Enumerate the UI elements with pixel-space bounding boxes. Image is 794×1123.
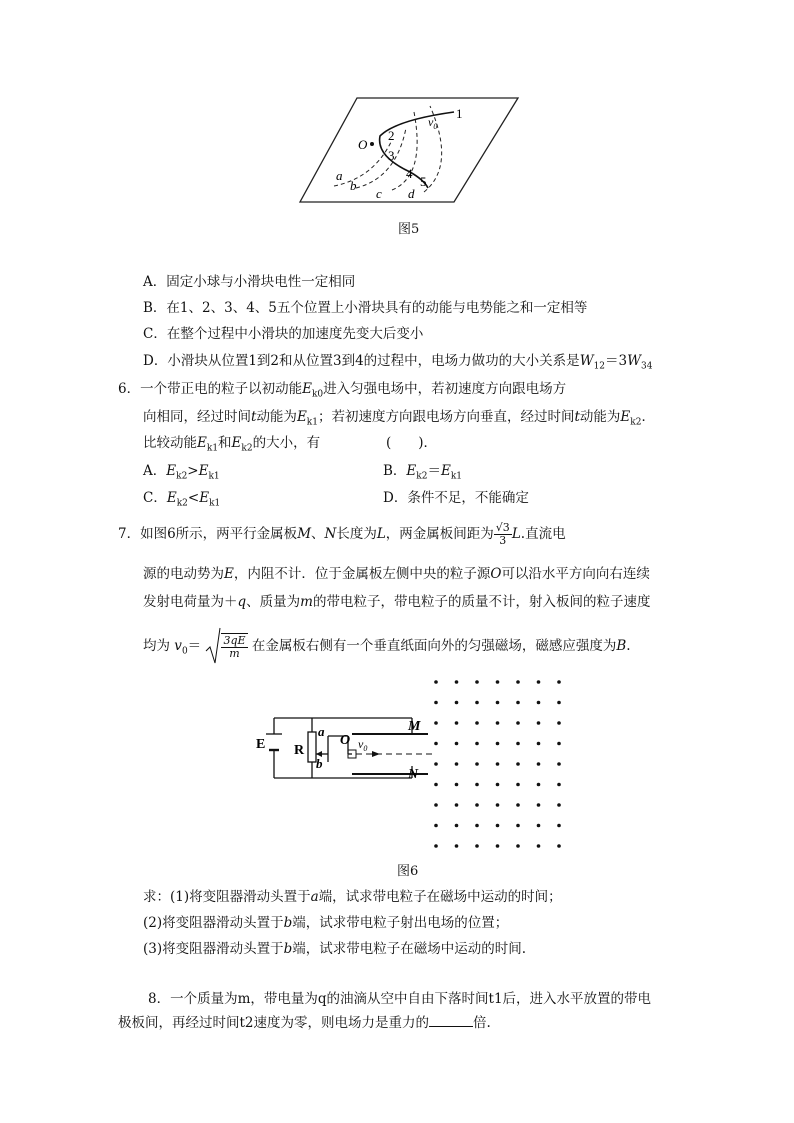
field-dot [557, 844, 561, 848]
label-O: O [340, 733, 351, 748]
q7-ask-3: (3)将变阻器滑动头置于b端，试求带电粒子在磁场中运动的时间. [143, 941, 527, 957]
label-R: R [294, 743, 305, 758]
magnetic-field-dots [434, 680, 561, 848]
label-3: 3 [388, 148, 395, 163]
field-dot [455, 824, 459, 828]
q7-ask-2: (2)将变阻器滑动头置于b端，试求带电粒子射出电场的位置； [143, 915, 509, 931]
q5-option-a: A．固定小球与小滑块电性一定相同 [143, 274, 356, 290]
label-2: 2 [388, 128, 395, 143]
field-dot [434, 762, 438, 766]
label-5: 5 [420, 174, 427, 189]
label-b: b [350, 178, 357, 193]
field-dot [537, 762, 541, 766]
label-1: 1 [456, 106, 463, 121]
answer-blank[interactable] [429, 1014, 473, 1027]
sqrt-symbol-icon [205, 627, 221, 667]
field-dot [496, 783, 500, 787]
field-dot [516, 783, 520, 787]
q7-line-1: 7．如图6所示，两平行金属板M、N长度为L，两金属板间距为 $\frac{√3}{3}$ L.直流电 [118, 521, 566, 547]
label-c: c [376, 186, 382, 201]
sqrt-formula: $\frac{3qE}{m}$ [205, 633, 247, 660]
label-d: d [408, 186, 415, 201]
q8-line-2: 极板间，再经过时间t2速度为零，则电场力是重力的 倍. [118, 1015, 491, 1031]
q7-line-4: 均为 $v_0=$ $\frac{3qE}{m}$ 在金属板右侧有一个垂直纸面向外的匀强磁场，磁感应强度为B. [143, 633, 631, 661]
field-dot [516, 762, 520, 766]
field-dot [475, 742, 479, 746]
field-dot [496, 762, 500, 766]
field-dot [537, 844, 541, 848]
field-dot [455, 701, 459, 705]
field-dot [516, 824, 520, 828]
field-dot [496, 803, 500, 807]
q5-option-d: D．小滑块从位置1到2和从位置3到4的过程中，电场力做功的大小关系是$W_{12}=3W_{34}$ [143, 353, 653, 372]
q6-option-b: B．$E_{k2}=E_{k1}$ [383, 463, 463, 482]
q5-option-c: C．在整个过程中小滑块的加速度先变大后变小 [143, 326, 424, 342]
field-dot [537, 824, 541, 828]
field-dot [455, 762, 459, 766]
label-N: N [408, 767, 419, 782]
arc-c [392, 112, 417, 190]
field-dot [557, 680, 561, 684]
field-dot [496, 721, 500, 725]
field-dot [557, 824, 561, 828]
q6-option-c: C．$E_{k2}<E_{k1}$ [143, 490, 221, 509]
figure-5 [296, 94, 522, 206]
label-O: O [358, 137, 368, 152]
fraction-sqrt3-over-3: $\frac{√3}{3}$ [495, 521, 510, 547]
field-dot [475, 762, 479, 766]
field-dot [496, 742, 500, 746]
label-b: b [316, 756, 323, 771]
field-dot [496, 680, 500, 684]
field-dot [434, 701, 438, 705]
field-dot [557, 701, 561, 705]
figure-6-caption: 图6 [397, 864, 419, 879]
field-dot [475, 803, 479, 807]
field-dot [475, 680, 479, 684]
q6-line-2: 向相同，经过时间t动能为$E_{k1}$；若初速度方向跟电场方向垂直，经过时间t动能为$E_{k2}$． [143, 409, 655, 428]
q5-option-b: B．在1、2、3、4、5五个位置上小滑块具有的动能与电势能之和一定相等 [143, 300, 588, 316]
q7-line-2: 源的电动势为E，内阻不计．位于金属板左侧中央的粒子源O可以沿水平方向向右连续 [143, 566, 650, 582]
figure-5-caption: 图5 [398, 222, 420, 237]
field-dot [475, 844, 479, 848]
field-dot [516, 803, 520, 807]
field-dot [434, 783, 438, 787]
field-dot [496, 824, 500, 828]
label-a: a [336, 168, 343, 183]
q6-option-a: A．$E_{k2}>E_{k1}$ [143, 463, 220, 482]
field-dot [455, 680, 459, 684]
field-dot [455, 783, 459, 787]
q7-line-3: 发射电荷量为＋q、质量为m的带电粒子，带电粒子的质量不计，射入板间的粒子速度 [143, 594, 651, 610]
q7-ask-1: 求：(1)将变阻器滑动头置于a端，试求带电粒子在磁场中运动的时间； [143, 889, 562, 905]
field-dot [496, 844, 500, 848]
field-dot [475, 701, 479, 705]
q6-option-d: D．条件不足，不能确定 [383, 490, 529, 506]
field-dot [455, 844, 459, 848]
velocity-arrow-icon [372, 751, 380, 757]
field-dot [537, 721, 541, 725]
field-dot [434, 680, 438, 684]
field-dot [537, 680, 541, 684]
field-dot [455, 803, 459, 807]
field-dot [537, 701, 541, 705]
field-dot [475, 721, 479, 725]
label-v0: $v_0$ [428, 115, 438, 131]
label-a: a [318, 724, 325, 739]
field-dot [557, 803, 561, 807]
field-dot [516, 742, 520, 746]
field-dot [475, 783, 479, 787]
field-dot [557, 721, 561, 725]
field-dot [557, 783, 561, 787]
q8-line-1: 8．一个质量为m，带电量为q的油滴从空中自由下落时间t1后，进入水平放置的带电 [148, 991, 652, 1007]
field-dot [434, 742, 438, 746]
label-4: 4 [406, 166, 413, 181]
q6-line-3: 比较动能$E_{k1}$和$E_{k2}$的大小，有 [143, 435, 321, 454]
field-dot [516, 680, 520, 684]
field-dot [434, 844, 438, 848]
field-dot [434, 721, 438, 725]
field-dot [516, 701, 520, 705]
q6-line-1: 6．一个带正电的粒子以初动能$E_{k0}$进入匀强电场中，若初速度方向跟电场方 [118, 381, 567, 400]
field-dot [537, 783, 541, 787]
field-dot [537, 803, 541, 807]
field-dot [434, 824, 438, 828]
label-v0: $v_0$ [358, 737, 368, 753]
point-O [370, 142, 374, 146]
field-dot [455, 721, 459, 725]
field-dot [516, 721, 520, 725]
field-dot [496, 701, 500, 705]
field-dot [516, 844, 520, 848]
field-dot [455, 742, 459, 746]
field-dot [537, 742, 541, 746]
figure-6 [252, 674, 572, 850]
q6-answer-paren: ( )． [386, 435, 438, 451]
field-dot [434, 803, 438, 807]
label-M: M [408, 719, 421, 734]
label-E: E [256, 737, 266, 752]
field-dot [557, 762, 561, 766]
field-dot [557, 742, 561, 746]
field-dot [475, 824, 479, 828]
